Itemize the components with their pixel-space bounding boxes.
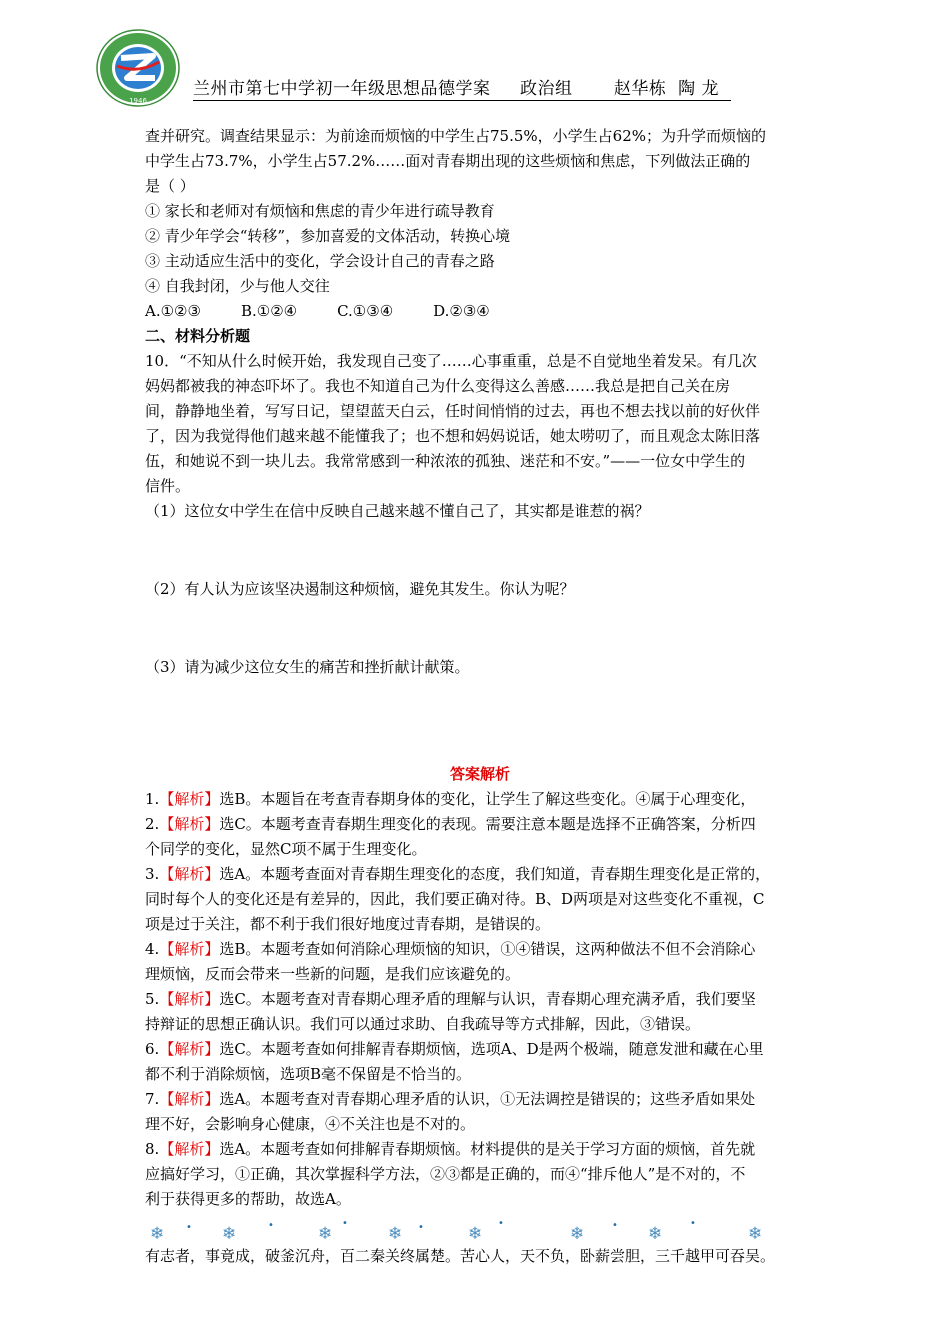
snowflake-icon: ❄: [748, 1224, 763, 1244]
q9-line: 中学生占73.7%，小学生占57.2%……面对青春期出现的这些烦恼和焦虑，下列做法正确的: [145, 152, 751, 170]
answer-text: 理烦恼，反而会带来一些新的问题，是我们应该避免的。: [145, 965, 521, 983]
answer-text: 选C。本题考查青春期生理变化的表现。需要注意本题是选择不正确答案，分析四: [219, 815, 756, 833]
answer-line: [145, 812, 815, 837]
answer-number: 1.: [145, 790, 160, 808]
answer-line: [145, 837, 815, 862]
answer-line: [145, 1187, 815, 1212]
q10-line: 伍，和她说不到一块儿去。我常常感到一种浓浓的孤独、迷茫和不安。”——一位女中学生的: [145, 452, 746, 470]
answer-text: 选C。本题考查如何排解青春期烦恼，选项A、D是两个极端，随意发泄和藏在心里: [219, 1040, 764, 1058]
answer-text: 选A。本题考查对青春期心理矛盾的认识，①无法调控是错误的；这些矛盾如果处: [219, 1090, 756, 1108]
answer-text: 应搞好学习，①正确，其次掌握科学方法，②③都是正确的，而④“排斥他人”是不对的，不: [145, 1165, 746, 1183]
answer-text: 选B。本题旨在考查青春期身体的变化，让学生了解这些变化。④属于心理变化，: [219, 790, 756, 808]
answer-text: 选A。本题考查面对青春期生理变化的态度，我们知道，青春期生理变化是正常的，: [219, 865, 771, 883]
answer-line: [145, 862, 815, 887]
answer-text: 个同学的变化，显然C项不属于生理变化。: [145, 840, 427, 858]
dot-icon: •: [612, 1220, 618, 1231]
q10-sub-1: （1）这位女中学生在信中反映自己越来越不懂自己了，其实都是谁惹的祸？: [145, 502, 650, 520]
answer-line: [145, 887, 815, 912]
analysis-tag: 【解析】: [159, 990, 220, 1008]
answer-text: 都不利于消除烦恼，选项B毫不保留是不恰当的。: [145, 1065, 472, 1083]
answer-line: [145, 1012, 815, 1037]
snowflake-icon: ❄: [570, 1224, 585, 1244]
q9-option-4: ④ 自我封闭，少与他人交往: [145, 277, 330, 295]
answer-number: 3.: [145, 865, 160, 883]
choice-c: C.①③④: [337, 302, 394, 320]
dot-icon: •: [186, 1222, 192, 1233]
dot-icon: •: [268, 1220, 274, 1231]
q9-option-2: ② 青少年学会“转移”，参加喜爱的文体活动，转换心境: [145, 227, 511, 245]
answer-line: [145, 1112, 815, 1137]
q10-sub-2: （2）有人认为应该坚决遏制这种烦恼，避免其发生。你认为呢？: [145, 580, 575, 598]
school-emblem-icon: [95, 28, 181, 108]
answer-text: 选C。本题考查对青春期心理矛盾的理解与认识，青春期心理充满矛盾，我们要坚: [219, 990, 756, 1008]
answer-number: 6.: [145, 1040, 160, 1058]
answer-line: [145, 1162, 815, 1187]
svg-text:1946: 1946: [129, 97, 147, 105]
answer-line: [145, 912, 815, 937]
analysis-tag: 【解析】: [159, 940, 220, 958]
section-title: 二、材料分析题: [145, 327, 251, 345]
analysis-tag: 【解析】: [159, 1040, 220, 1058]
snowflake-icon: ❄: [468, 1224, 483, 1244]
analysis-tag: 【解析】: [159, 1090, 220, 1108]
answer-line: [145, 1037, 815, 1062]
dot-icon: •: [342, 1218, 348, 1229]
footer-motto: 有志者，事竟成，破釜沉舟，百二秦关终属楚。苦心人，天不负，卧薪尝胆，三千越甲可吞吴。: [145, 1247, 776, 1265]
dot-icon: •: [498, 1218, 504, 1229]
answer-text: 项是过于关注，都不利于我们很好地度过青春期，是错误的。: [145, 915, 551, 933]
snowflake-icon: ❄: [150, 1224, 165, 1244]
dot-icon: •: [690, 1218, 696, 1229]
q10-sub-3: （3）请为减少这位女生的痛苦和挫折献计献策。: [145, 658, 470, 676]
q10-line: 妈妈都被我的神态吓坏了。我也不知道自己为什么变得这么善感……我总是把自己关在房: [145, 377, 731, 395]
header-underline: [193, 100, 731, 101]
answer-number: 8.: [145, 1140, 160, 1158]
dot-icon: •: [418, 1222, 424, 1233]
content: [145, 124, 815, 1212]
answer-line: [145, 1087, 815, 1112]
page-header: [95, 28, 735, 108]
answer-line: [145, 962, 815, 987]
header-title: 兰州市第七中学初一年级思想品德学案 政治组 赵华栋 陶 龙: [193, 79, 720, 99]
snowflake-icon: ❄: [222, 1224, 237, 1244]
answer-text: 同时每个人的变化还是有差异的，因此，我们要正确对待。B、D两项是对这些变化不重视，C: [145, 890, 765, 908]
snowflake-icon: ❄: [648, 1224, 663, 1244]
q9-line: 是（ ）: [145, 177, 195, 195]
answers-list: [145, 787, 815, 1212]
q10-line: 10．“不知从什么时候开始，我发现自己变了……心事重重，总是不自觉地坐着发呆。有几次: [145, 352, 757, 370]
answer-number: 4.: [145, 940, 160, 958]
choice-d: D.②③④: [433, 302, 490, 320]
answers-title: 答案解析: [449, 765, 510, 783]
snowflake-icon: ❄: [388, 1224, 403, 1244]
analysis-tag: 【解析】: [159, 1140, 220, 1158]
answer-text: 选A。本题考查如何排解青春期烦恼。材料提供的是关于学习方面的烦恼，首先就: [219, 1140, 756, 1158]
analysis-tag: 【解析】: [159, 815, 220, 833]
answer-text: 理不好，会影响身心健康，④不关注也是不对的。: [145, 1115, 476, 1133]
answer-text: 选B。本题考查如何消除心理烦恼的知识，①④错误，这两种做法不但不会消除心: [219, 940, 756, 958]
q10-line: 了，因为我觉得他们越来越不能懂我了；也不想和妈妈说话，她太唠叨了，而且观念太陈旧落: [145, 427, 761, 445]
q9-choices: [145, 299, 815, 324]
answer-line: [145, 937, 815, 962]
analysis-tag: 【解析】: [159, 865, 220, 883]
answer-line: [145, 787, 815, 812]
answer-number: 5.: [145, 990, 160, 1008]
answer-number: 2.: [145, 815, 160, 833]
answer-line: [145, 987, 815, 1012]
analysis-tag: 【解析】: [159, 790, 220, 808]
choice-a: A.①②③: [145, 302, 201, 320]
q9-option-3: ③ 主动适应生活中的变化，学会设计自己的青春之路: [145, 252, 495, 270]
answer-text: 持辩证的思想正确认识。我们可以通过求助、自我疏导等方式排解，因此，③错误。: [145, 1015, 701, 1033]
q9-option-1: ① 家长和老师对有烦恼和焦虑的青少年进行疏导教育: [145, 202, 495, 220]
q10-line: 间，静静地坐着，写写日记，望望蓝天白云，任时间悄悄的过去，再也不想去找以前的好伙伴: [145, 402, 761, 420]
q10-line: 信件。: [145, 477, 191, 495]
answer-line: [145, 1062, 815, 1087]
answer-line: [145, 1137, 815, 1162]
snowflake-icon: ❄: [318, 1224, 333, 1244]
answer-number: 7.: [145, 1090, 160, 1108]
choice-b: B.①②④: [240, 302, 298, 320]
q9-line: 查并研究。调查结果显示：为前途而烦恼的中学生占75.5%，小学生占62%；为升学而烦恼的: [145, 127, 766, 145]
answer-text: 利于获得更多的帮助，故选A。: [145, 1190, 351, 1208]
